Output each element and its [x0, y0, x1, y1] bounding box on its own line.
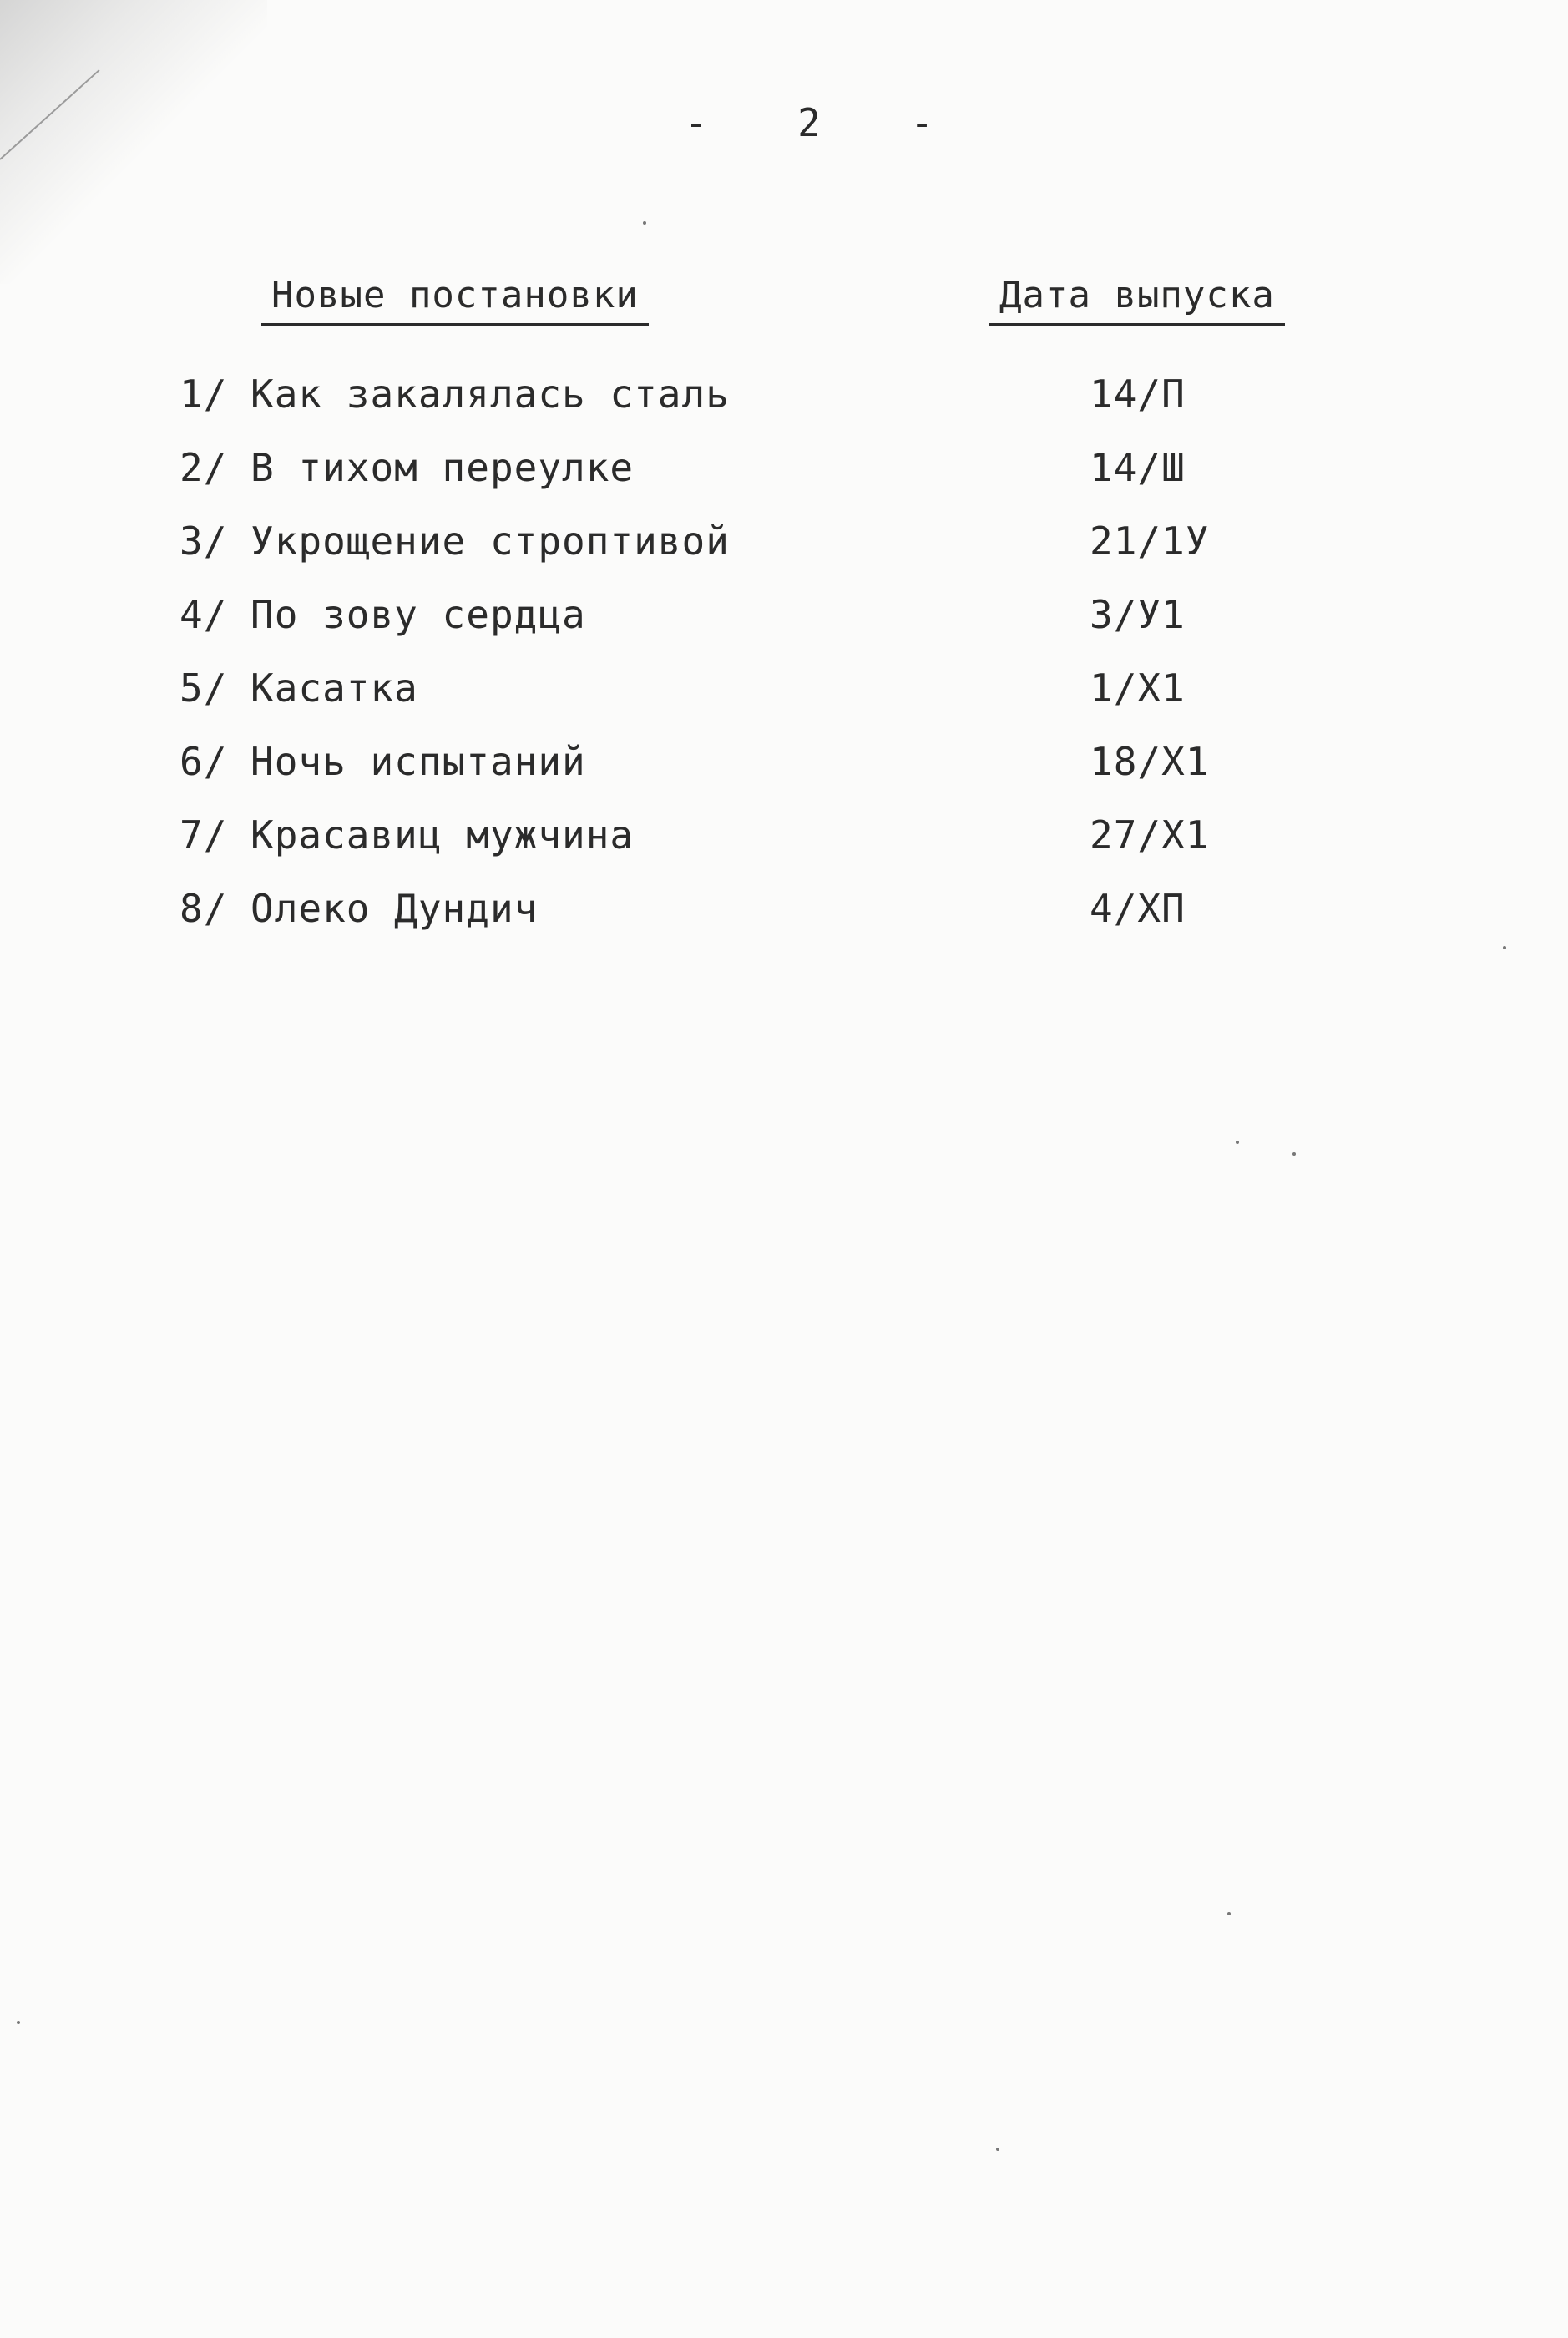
page-number-dash-left: - — [685, 100, 710, 145]
list-item — [0, 592, 1568, 665]
scan-speck — [1227, 1912, 1231, 1915]
list-item — [0, 519, 1568, 592]
column-header-productions-label: Новые постановки — [271, 274, 639, 316]
scan-speck — [1503, 946, 1506, 949]
list-item — [0, 665, 1568, 739]
page-number — [685, 100, 935, 145]
list-item-title: По зову сердца — [250, 592, 586, 637]
list-item — [0, 372, 1568, 445]
list-item-date: 14/Ш — [1090, 445, 1186, 490]
list-item-number: 5/ — [180, 665, 228, 711]
list-item-number: 7/ — [180, 812, 228, 858]
list-item-date: 27/Х1 — [1090, 812, 1210, 858]
paper-crease — [0, 69, 100, 160]
list-item-number: 6/ — [180, 739, 228, 784]
column-header-release-date — [999, 274, 1275, 316]
list-item-title: Укрощение строптивой — [250, 519, 730, 564]
scan-speck — [643, 221, 646, 225]
list-item — [0, 812, 1568, 886]
list-item-number: 4/ — [180, 592, 228, 637]
list-item-title: Олеко Дундич — [250, 886, 539, 931]
list-item-number: 3/ — [180, 519, 228, 564]
scan-speck — [1292, 1152, 1296, 1156]
list-item-title: Как закалялась сталь — [250, 372, 730, 417]
column-header-release-date-underline — [989, 323, 1285, 326]
page-number-value: 2 — [797, 100, 822, 145]
paper-fold-shading — [0, 0, 267, 284]
column-header-productions — [271, 274, 639, 316]
productions-list — [0, 372, 1568, 959]
column-header-release-date-label: Дата выпуска — [999, 274, 1275, 316]
list-item-date: 14/П — [1090, 372, 1186, 417]
list-item — [0, 886, 1568, 959]
page-number-dash-right: - — [910, 100, 935, 145]
list-item-date: 1/Х1 — [1090, 665, 1186, 711]
scan-speck — [1236, 1141, 1239, 1144]
list-item-title: Касатка — [250, 665, 418, 711]
list-item-number: 1/ — [180, 372, 228, 417]
list-item-number: 8/ — [180, 886, 228, 931]
list-item-date: 4/ХП — [1090, 886, 1186, 931]
list-item-date: 18/Х1 — [1090, 739, 1210, 784]
list-item-date: 21/1У — [1090, 519, 1210, 564]
list-item — [0, 739, 1568, 812]
column-header-productions-underline — [261, 323, 649, 326]
scan-speck — [996, 2148, 999, 2151]
list-item-title: Красавиц мужчина — [250, 812, 635, 858]
list-item-title: В тихом переулке — [250, 445, 635, 490]
list-item-date: 3/У1 — [1090, 592, 1186, 637]
list-item-title: Ночь испытаний — [250, 739, 586, 784]
list-item — [0, 445, 1568, 519]
scan-speck — [17, 2021, 20, 2024]
list-item-number: 2/ — [180, 445, 228, 490]
